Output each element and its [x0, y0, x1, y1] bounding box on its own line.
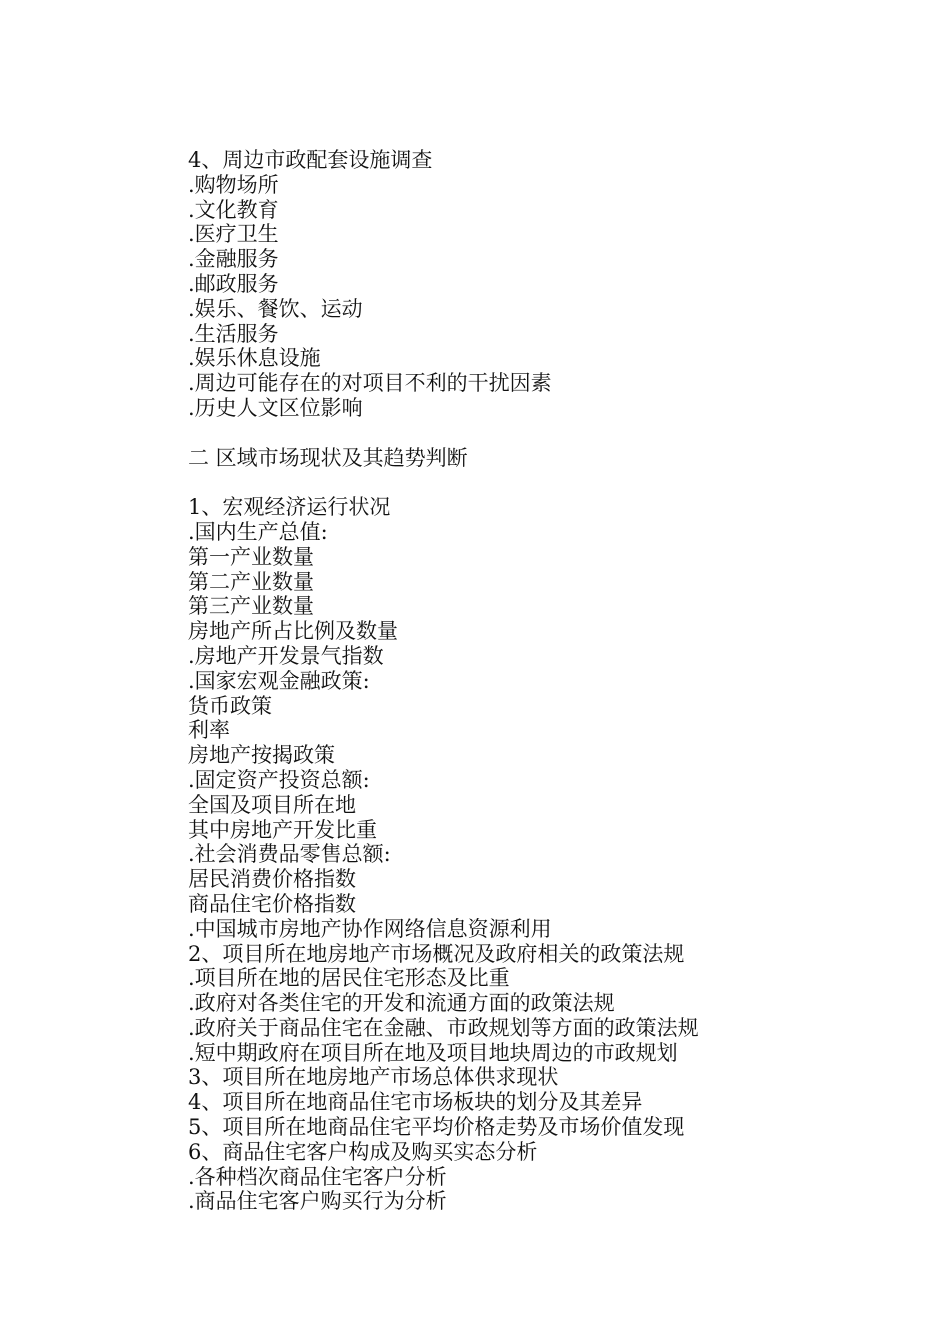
text-line: .政府关于商品住宅在金融、市政规划等方面的政策法规: [188, 1015, 699, 1040]
text-line: .商品住宅客户购买行为分析: [188, 1189, 447, 1214]
text-line: 居民消费价格指数: [188, 867, 356, 892]
document-body: [188, 148, 908, 1214]
text-line: .金融服务: [188, 247, 279, 272]
text-line: 6、商品住宅客户构成及购买实态分析: [188, 1139, 538, 1164]
text-line: .固定资产投资总额:: [188, 767, 370, 792]
text-line: .房地产开发景气指数: [188, 643, 384, 668]
text-line: .各种档次商品住宅客户分析: [188, 1164, 447, 1189]
text-line: .中国城市房地产协作网络信息资源利用: [188, 916, 552, 941]
section-spacer: [188, 421, 908, 446]
text-line: 其中房地产开发比重: [188, 817, 377, 842]
text-line: .政府对各类住宅的开发和流通方面的政策法规: [188, 991, 615, 1016]
text-line: 房地产所占比例及数量: [188, 619, 398, 644]
text-line: .医疗卫生: [188, 222, 279, 247]
text-line: .项目所在地的居民住宅形态及比重: [188, 966, 510, 991]
text-line: .娱乐、餐饮、运动: [188, 296, 363, 321]
text-line: 货币政策: [188, 693, 272, 718]
text-line: 利率: [188, 718, 230, 743]
text-line: 商品住宅价格指数: [188, 891, 356, 916]
text-line: .文化教育: [188, 197, 279, 222]
text-line: .娱乐休息设施: [188, 346, 321, 371]
text-line: 全国及项目所在地: [188, 792, 356, 817]
text-line: .邮政服务: [188, 271, 279, 296]
text-line: 4、项目所在地商品住宅市场板块的划分及其差异: [188, 1090, 643, 1115]
text-line: 房地产按揭政策: [188, 743, 335, 768]
text-line: .周边可能存在的对项目不利的干扰因素: [188, 371, 552, 396]
text-line: 5、项目所在地商品住宅平均价格走势及市场价值发现: [188, 1115, 685, 1140]
section-heading: 二 区域市场现状及其趋势判断: [188, 445, 468, 470]
text-line: 第二产业数量: [188, 569, 314, 594]
section-spacer: [188, 470, 908, 495]
text-line: .国家宏观金融政策:: [188, 668, 370, 693]
text-line: 4、周边市政配套设施调查: [188, 148, 433, 172]
text-line: .国内生产总值:: [188, 519, 328, 544]
text-line: 第三产业数量: [188, 594, 314, 619]
text-line: .历史人文区位影响: [188, 395, 363, 420]
text-line: 第一产业数量: [188, 544, 314, 569]
text-line: 2、项目所在地房地产市场概况及政府相关的政策法规: [188, 941, 685, 966]
text-line: .生活服务: [188, 321, 279, 346]
text-line: 3、项目所在地房地产市场总体供求现状: [188, 1065, 559, 1090]
text-line: .购物场所: [188, 172, 279, 197]
text-line: .短中期政府在项目所在地及项目地块周边的市政规划: [188, 1040, 678, 1065]
text-line: .社会消费品零售总额:: [188, 842, 391, 867]
text-line: 1、宏观经济运行状况: [188, 495, 391, 520]
